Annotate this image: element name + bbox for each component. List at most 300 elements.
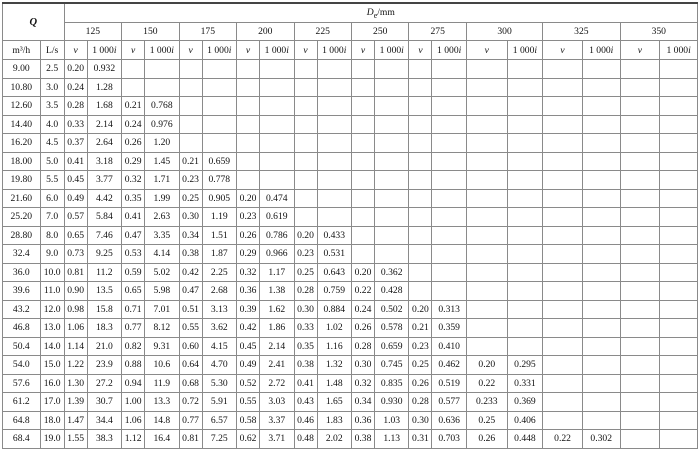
head-loss-cell (660, 411, 698, 430)
head-loss-cell: 1.83 (317, 411, 351, 430)
flow-m3h-cell: 39.6 (3, 282, 41, 301)
velocity-cell (543, 337, 583, 356)
velocity-cell: 1.06 (64, 319, 87, 338)
velocity-cell (466, 189, 507, 208)
velocity-cell: 0.48 (294, 430, 317, 449)
i1000-var: i (534, 44, 538, 56)
head-loss-cell (374, 189, 408, 208)
head-loss-cell: 0.619 (260, 208, 294, 227)
velocity-cell: 1.47 (64, 411, 87, 430)
flow-m3h-cell: 18.00 (3, 152, 41, 171)
velocity-cell (620, 337, 660, 356)
head-loss-cell: 1.20 (145, 134, 179, 153)
flow-m3h-cell: 57.6 (3, 374, 41, 393)
v-label: v (409, 41, 432, 60)
velocity-cell (294, 134, 317, 153)
head-loss-cell: 0.768 (145, 97, 179, 116)
flow-ls-cell: 3.0 (40, 78, 64, 97)
flow-ls-cell: 15.0 (40, 356, 64, 375)
head-loss-cell (145, 78, 179, 97)
flow-m3h-cell: 61.2 (3, 393, 41, 412)
head-loss-cell (660, 171, 698, 190)
velocity-cell: 0.23 (179, 171, 202, 190)
i1000-var: i (401, 44, 404, 56)
head-loss-cell: 38.3 (87, 430, 121, 449)
head-loss-cell (202, 78, 236, 97)
head-loss-cell (374, 60, 408, 79)
head-loss-cell (582, 226, 620, 245)
velocity-cell: 0.47 (179, 282, 202, 301)
head-loss-cell: 0.636 (432, 411, 466, 430)
velocity-cell (543, 134, 583, 153)
head-loss-cell: 0.759 (317, 282, 351, 301)
q-header: Q (3, 3, 65, 41)
table-row (3, 337, 698, 356)
velocity-cell (620, 374, 660, 393)
table-row (3, 171, 698, 190)
velocity-cell (351, 152, 374, 171)
velocity-cell (466, 300, 507, 319)
head-loss-cell: 0.362 (374, 263, 408, 282)
head-loss-cell (582, 337, 620, 356)
flow-m3h-cell: 12.60 (3, 97, 41, 116)
velocity-cell (351, 78, 374, 97)
table-row (3, 189, 698, 208)
v-label: v (64, 41, 87, 60)
i1000-var: i (343, 44, 347, 56)
velocity-cell (620, 245, 660, 264)
i1000-var: i (286, 44, 289, 56)
velocity-cell: 1.14 (64, 337, 87, 356)
velocity-cell (543, 263, 583, 282)
i1000-prefix: 1 000 (264, 44, 287, 56)
flow-m3h-cell: 25.20 (3, 208, 41, 227)
pipe-flow-table-container (2, 2, 698, 449)
head-loss-cell (202, 60, 236, 79)
head-loss-cell (660, 393, 698, 412)
i1000-prefix: 1 000 (92, 44, 114, 56)
i1000-prefix: 1 000 (207, 44, 229, 56)
head-loss-cell (582, 263, 620, 282)
table-row (3, 97, 698, 116)
velocity-cell (237, 134, 260, 153)
velocity-cell: 0.49 (64, 189, 87, 208)
head-loss-cell: 0.531 (317, 245, 351, 264)
head-loss-cell (374, 78, 408, 97)
head-loss-cell (202, 134, 236, 153)
velocity-cell (466, 171, 507, 190)
head-loss-cell (432, 115, 466, 134)
velocity-cell (543, 245, 583, 264)
i1000-prefix: 1 000 (589, 44, 611, 56)
v-label: v (620, 41, 660, 60)
head-loss-cell: 1.48 (317, 374, 351, 393)
d-subscript: e (373, 10, 378, 20)
head-loss-cell: 1.86 (260, 319, 294, 338)
velocity-cell (294, 208, 317, 227)
velocity-cell: 1.12 (122, 430, 145, 449)
head-loss-cell (317, 171, 351, 190)
velocity-cell (620, 226, 660, 245)
velocity-cell (543, 226, 583, 245)
velocity-cell (179, 97, 202, 116)
velocity-cell: 0.81 (64, 263, 87, 282)
velocity-cell: 0.64 (179, 356, 202, 375)
velocity-cell: 0.24 (64, 78, 87, 97)
i1000-label (582, 41, 620, 60)
head-loss-cell: 7.25 (202, 430, 236, 449)
velocity-cell (543, 393, 583, 412)
head-loss-cell (317, 97, 351, 116)
velocity-cell: 0.71 (122, 300, 145, 319)
head-loss-cell: 1.51 (202, 226, 236, 245)
head-loss-cell (660, 319, 698, 338)
velocity-cell: 0.77 (122, 319, 145, 338)
velocity-cell (620, 115, 660, 134)
head-loss-cell: 9.31 (145, 337, 179, 356)
i1000-prefix: 1 000 (149, 44, 172, 56)
i1000-prefix: 1 000 (666, 44, 689, 56)
head-loss-cell: 6.57 (202, 411, 236, 430)
velocity-cell (351, 97, 374, 116)
head-loss-cell: 7.01 (145, 300, 179, 319)
head-loss-cell (432, 208, 466, 227)
velocity-cell (294, 152, 317, 171)
head-loss-cell (582, 97, 620, 116)
flow-ls-cell: 5.5 (40, 171, 64, 190)
velocity-cell (466, 152, 507, 171)
d-unit: /mm (377, 6, 395, 18)
velocity-cell: 0.57 (64, 208, 87, 227)
velocity-cell: 0.42 (179, 263, 202, 282)
head-loss-cell: 0.302 (582, 430, 620, 449)
i1000-label (145, 41, 179, 60)
head-loss-cell: 34.4 (87, 411, 121, 430)
velocity-cell: 0.20 (466, 356, 507, 375)
velocity-cell (543, 115, 583, 134)
flow-m3h-cell: 21.60 (3, 189, 41, 208)
head-loss-cell (317, 208, 351, 227)
velocity-cell: 0.23 (237, 208, 260, 227)
head-loss-cell (374, 171, 408, 190)
velocity-cell: 0.25 (294, 263, 317, 282)
head-loss-cell: 0.643 (317, 263, 351, 282)
velocity-cell (409, 226, 432, 245)
head-loss-cell (507, 300, 543, 319)
velocity-cell (237, 171, 260, 190)
table-row (3, 134, 698, 153)
i1000-label (260, 41, 294, 60)
head-loss-cell: 7.46 (87, 226, 121, 245)
velocity-cell: 0.35 (122, 189, 145, 208)
head-loss-cell: 5.98 (145, 282, 179, 301)
head-loss-cell (660, 374, 698, 393)
velocity-cell: 0.233 (466, 393, 507, 412)
velocity-cell (620, 282, 660, 301)
velocity-cell: 1.00 (122, 393, 145, 412)
head-loss-cell: 2.14 (260, 337, 294, 356)
diameter-250: 250 (351, 23, 408, 41)
head-loss-cell (582, 319, 620, 338)
diameter-150: 150 (122, 23, 179, 41)
velocity-cell (409, 245, 432, 264)
velocity-cell: 0.20 (64, 60, 87, 79)
velocity-cell (351, 60, 374, 79)
velocity-cell (466, 97, 507, 116)
i1000-label (660, 41, 698, 60)
flow-m3h-cell: 28.80 (3, 226, 41, 245)
head-loss-cell (582, 245, 620, 264)
velocity-cell: 0.25 (466, 411, 507, 430)
velocity-cell: 0.65 (64, 226, 87, 245)
velocity-cell (351, 226, 374, 245)
head-loss-cell: 2.02 (317, 430, 351, 449)
velocity-cell (543, 189, 583, 208)
flow-ls-cell: 19.0 (40, 430, 64, 449)
head-loss-cell (374, 226, 408, 245)
head-loss-cell (202, 97, 236, 116)
head-loss-cell: 13.3 (145, 393, 179, 412)
velocity-cell: 0.26 (237, 226, 260, 245)
v-label: v (351, 41, 374, 60)
head-loss-cell (582, 115, 620, 134)
i1000-prefix: 1 000 (379, 44, 402, 56)
head-loss-cell: 27.2 (87, 374, 121, 393)
v-label: v (294, 41, 317, 60)
head-loss-cell: 0.462 (432, 356, 466, 375)
head-loss-cell (260, 115, 294, 134)
i1000-label (317, 41, 351, 60)
head-loss-cell (507, 152, 543, 171)
flow-ls-cell: 9.0 (40, 245, 64, 264)
velocity-cell (294, 171, 317, 190)
velocity-cell (543, 152, 583, 171)
velocity-cell: 0.38 (179, 245, 202, 264)
flow-m3h-cell: 43.2 (3, 300, 41, 319)
head-loss-cell: 3.62 (202, 319, 236, 338)
flow-m3h-cell: 19.80 (3, 171, 41, 190)
velocity-cell: 0.68 (179, 374, 202, 393)
table-body (3, 60, 698, 449)
flow-ls-cell: 4.0 (40, 115, 64, 134)
head-loss-cell (507, 337, 543, 356)
velocity-cell: 0.30 (409, 411, 432, 430)
velocity-cell: 0.36 (351, 411, 374, 430)
table-row (3, 411, 698, 430)
i1000-label (432, 41, 466, 60)
head-loss-cell (582, 60, 620, 79)
head-loss-cell (660, 78, 698, 97)
head-loss-cell: 5.91 (202, 393, 236, 412)
head-loss-cell: 2.72 (260, 374, 294, 393)
v-label: v (237, 41, 260, 60)
head-loss-cell (432, 189, 466, 208)
flow-ls-cell: 5.0 (40, 152, 64, 171)
velocity-cell (466, 60, 507, 79)
velocity-cell (543, 411, 583, 430)
head-loss-cell: 9.25 (87, 245, 121, 264)
head-loss-cell: 18.3 (87, 319, 121, 338)
velocity-cell: 0.29 (122, 152, 145, 171)
velocity-cell: 0.55 (237, 393, 260, 412)
head-loss-cell (582, 78, 620, 97)
diameter-225: 225 (294, 23, 351, 41)
velocity-cell: 0.60 (179, 337, 202, 356)
velocity-cell: 0.82 (122, 337, 145, 356)
velocity-cell: 0.26 (409, 374, 432, 393)
table-row (3, 226, 698, 245)
velocity-cell (543, 282, 583, 301)
head-loss-cell: 0.577 (432, 393, 466, 412)
head-loss-cell: 0.406 (507, 411, 543, 430)
head-loss-cell (202, 115, 236, 134)
head-loss-cell (432, 152, 466, 171)
head-loss-cell: 1.28 (87, 78, 121, 97)
head-loss-cell (660, 189, 698, 208)
head-loss-cell (507, 319, 543, 338)
head-loss-cell: 0.835 (374, 374, 408, 393)
head-loss-cell (507, 245, 543, 264)
head-loss-cell: 0.745 (374, 356, 408, 375)
velocity-cell: 0.22 (351, 282, 374, 301)
table-row (3, 245, 698, 264)
subheader-row (3, 41, 698, 60)
velocity-cell: 0.37 (64, 134, 87, 153)
velocity-cell (466, 245, 507, 264)
table-row (3, 430, 698, 449)
head-loss-cell: 0.659 (374, 337, 408, 356)
velocity-cell (122, 60, 145, 79)
i1000-label (374, 41, 408, 60)
head-loss-cell: 1.03 (374, 411, 408, 430)
velocity-cell: 0.45 (237, 337, 260, 356)
head-loss-cell (507, 282, 543, 301)
velocity-cell (237, 115, 260, 134)
velocity-cell: 0.30 (179, 208, 202, 227)
table-row (3, 208, 698, 227)
velocity-cell: 0.22 (543, 430, 583, 449)
flow-m3h-cell: 32.4 (3, 245, 41, 264)
velocity-cell: 0.39 (237, 300, 260, 319)
velocity-cell (409, 97, 432, 116)
head-loss-cell (660, 134, 698, 153)
v-label: v (543, 41, 583, 60)
head-loss-cell (374, 245, 408, 264)
head-loss-cell (432, 97, 466, 116)
head-loss-cell: 4.14 (145, 245, 179, 264)
head-loss-cell (317, 152, 351, 171)
velocity-cell (409, 134, 432, 153)
velocity-cell (543, 171, 583, 190)
head-loss-cell: 3.03 (260, 393, 294, 412)
d-symbol: D (366, 6, 374, 18)
head-loss-cell (582, 282, 620, 301)
velocity-cell (409, 189, 432, 208)
i1000-prefix: 1 000 (322, 44, 344, 56)
table-row (3, 263, 698, 282)
head-loss-cell: 1.02 (317, 319, 351, 338)
flow-ls-cell: 16.0 (40, 374, 64, 393)
flow-ls-cell: 6.0 (40, 189, 64, 208)
head-loss-cell (660, 115, 698, 134)
head-loss-cell (432, 78, 466, 97)
head-loss-cell: 0.703 (432, 430, 466, 449)
head-loss-cell: 15.8 (87, 300, 121, 319)
flow-ls-cell: 18.0 (40, 411, 64, 430)
head-loss-cell (660, 430, 698, 449)
head-loss-cell (582, 171, 620, 190)
velocity-cell: 0.81 (179, 430, 202, 449)
i1000-label (87, 41, 121, 60)
head-loss-cell: 1.32 (317, 356, 351, 375)
velocity-cell: 0.34 (179, 226, 202, 245)
head-loss-cell (507, 171, 543, 190)
velocity-cell (179, 115, 202, 134)
head-loss-cell: 0.359 (432, 319, 466, 338)
velocity-cell (620, 78, 660, 97)
head-loss-cell: 0.932 (87, 60, 121, 79)
head-loss-cell (432, 171, 466, 190)
head-loss-cell: 0.778 (202, 171, 236, 190)
velocity-cell: 0.20 (351, 263, 374, 282)
head-loss-cell: 11.9 (145, 374, 179, 393)
head-loss-cell (317, 60, 351, 79)
velocity-cell: 0.32 (351, 374, 374, 393)
velocity-cell: 0.33 (64, 115, 87, 134)
velocity-cell (543, 97, 583, 116)
table-row (3, 115, 698, 134)
table-row (3, 319, 698, 338)
i1000-var: i (113, 44, 117, 56)
table-row (3, 374, 698, 393)
head-loss-cell (432, 245, 466, 264)
head-loss-cell: 0.428 (374, 282, 408, 301)
head-loss-cell (507, 189, 543, 208)
velocity-cell (620, 263, 660, 282)
velocity-cell: 0.20 (409, 300, 432, 319)
flow-ls-cell: 3.5 (40, 97, 64, 116)
velocity-cell (237, 97, 260, 116)
table-row (3, 60, 698, 79)
head-loss-cell: 0.905 (202, 189, 236, 208)
flow-ls-cell: 2.5 (40, 60, 64, 79)
velocity-cell: 0.30 (351, 356, 374, 375)
velocity-cell (620, 134, 660, 153)
head-loss-cell: 3.35 (145, 226, 179, 245)
velocity-cell (294, 60, 317, 79)
head-loss-cell (660, 208, 698, 227)
velocity-cell: 1.06 (122, 411, 145, 430)
head-loss-cell: 3.77 (87, 171, 121, 190)
velocity-cell (466, 282, 507, 301)
head-loss-cell: 0.448 (507, 430, 543, 449)
head-loss-cell (374, 134, 408, 153)
head-loss-cell: 2.63 (145, 208, 179, 227)
velocity-cell: 0.58 (237, 411, 260, 430)
velocity-cell (620, 393, 660, 412)
velocity-cell: 0.31 (409, 430, 432, 449)
velocity-cell (409, 282, 432, 301)
head-loss-cell (432, 282, 466, 301)
velocity-cell (122, 78, 145, 97)
head-loss-cell: 0.410 (432, 337, 466, 356)
flow-ls-cell: 7.0 (40, 208, 64, 227)
velocity-cell (351, 189, 374, 208)
velocity-cell: 0.24 (122, 115, 145, 134)
v-label: v (179, 41, 202, 60)
head-loss-cell: 1.19 (202, 208, 236, 227)
head-loss-cell: 0.578 (374, 319, 408, 338)
